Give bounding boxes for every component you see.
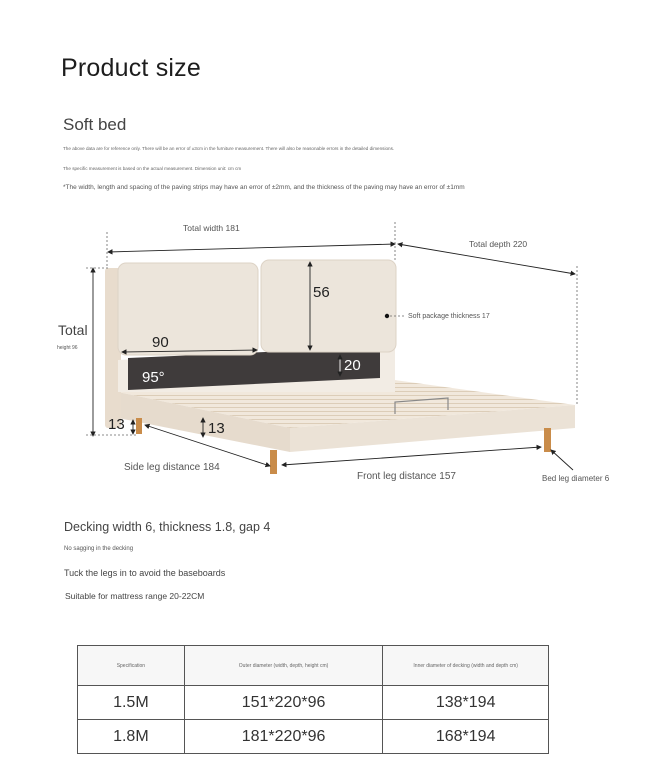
table-row xyxy=(78,720,549,754)
total-width-label: Total width 181 xyxy=(183,223,240,233)
no-sagging-note: No sagging in the decking xyxy=(64,546,134,552)
header-specification: Specification xyxy=(78,646,185,686)
total-height-label: Total xyxy=(58,322,88,338)
total-depth-label: Total depth 220 xyxy=(469,239,528,249)
leg-front-left xyxy=(270,450,277,474)
leg-height-label: 13 xyxy=(108,416,125,433)
soft-package-label: Soft package thickness 17 xyxy=(408,313,490,320)
leg-diameter-label: Bed leg diameter 6 xyxy=(542,474,610,483)
spec-cell: 1.5M xyxy=(78,686,185,720)
table-row xyxy=(78,686,549,720)
side-leg-distance-label: Side leg distance 184 xyxy=(124,462,220,473)
front-leg-distance-label: Front leg distance 157 xyxy=(357,471,456,482)
total-height-value: height 96 xyxy=(57,345,78,351)
header-outer-diameter: Outer diameter (width, depth, height cm) xyxy=(184,646,383,686)
tuck-legs-note: Tuck the legs in to avoid the baseboards xyxy=(64,568,226,578)
paving-error-note: *The width, length and spacing of the paving strips may have an error of ±2mm, and the thickness of the paving may have an error of ±1mm xyxy=(63,184,465,191)
leg-front-right xyxy=(544,428,551,452)
product-name: Soft bed xyxy=(63,115,127,134)
leg-back-left xyxy=(136,418,142,434)
cushion-height-label: 56 xyxy=(313,284,330,301)
decking-spec-heading: Decking width 6, thickness 1.8, gap 4 xyxy=(64,520,271,534)
mattress-range-note: Suitable for mattress range 20-22CM xyxy=(65,591,205,601)
board-height-label: 20 xyxy=(344,357,361,374)
inner-cell: 168*194 xyxy=(383,720,549,754)
outer-cell: 151*220*96 xyxy=(184,686,383,720)
angle-label: 95° xyxy=(142,369,165,386)
spec-cell: 1.8M xyxy=(78,720,185,754)
inner-cell: 138*194 xyxy=(383,686,549,720)
measurement-note: The specific measurement is based on the actual measurement. Dimension unit: cm cm xyxy=(63,166,242,171)
cushion-width-label: 90 xyxy=(152,334,169,351)
outer-cell: 181*220*96 xyxy=(184,720,383,754)
page-title: Product size xyxy=(61,54,201,82)
header-inner-diameter: Inner diameter of decking (width and depth cm) xyxy=(383,646,549,686)
frame-height-label: 13 xyxy=(208,420,225,437)
reference-note: The above data are for reference only. There will be an error of ±3cm in the furniture measurement. There will also be reasonable errors in the detailed dimensions. xyxy=(63,146,395,151)
size-spec-table xyxy=(77,645,549,754)
table-header-row xyxy=(78,646,549,686)
